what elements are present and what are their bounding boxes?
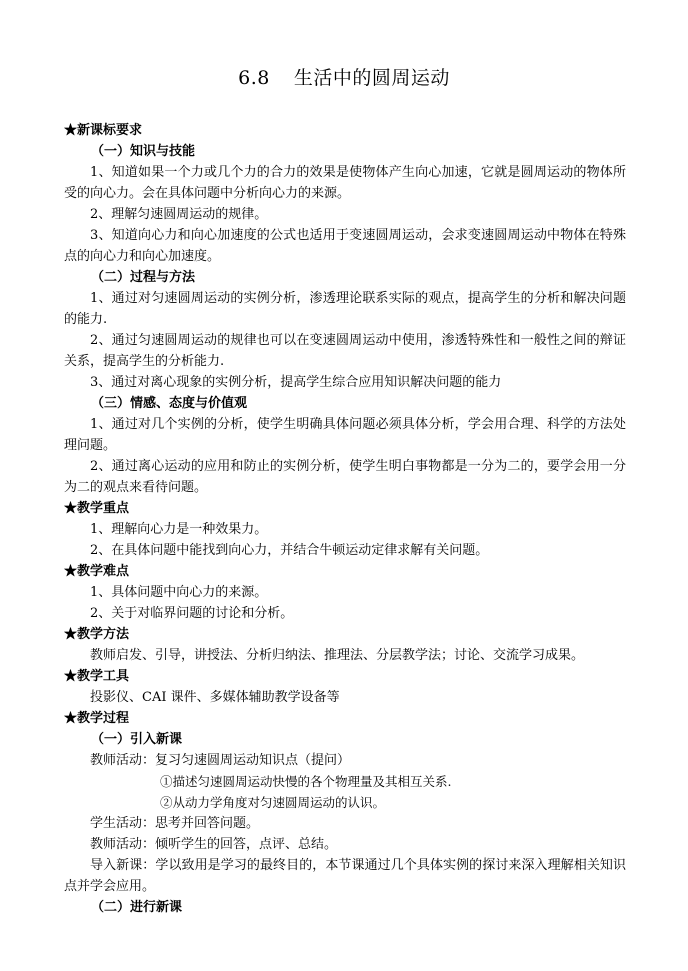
subheading-emotion: （三）情感、态度与价值观 <box>91 396 248 411</box>
focus-item-2: 2、在具体问题中能找到向心力，并结合牛顿运动定律求解有关问题。 <box>90 543 489 558</box>
teacher-activity-1: 教师活动：复习匀速圆周运动知识点（提问） <box>90 753 351 768</box>
heading-methods: ★教学方法 <box>64 627 130 642</box>
subheading-intro: （一）引入新课 <box>91 732 183 747</box>
knowledge-item-2: 2、理解匀速圆周运动的规律。 <box>90 207 268 222</box>
subheading-process: （二）过程与方法 <box>91 270 196 285</box>
process-item-1: 1、通过对匀速圆周运动的实例分析，渗透理论联系实际的观点，提高学生的分析和解决问题的能力. <box>64 291 626 327</box>
focus-item-1: 1、理解向心力是一种效果力。 <box>90 522 268 537</box>
knowledge-item-3: 3、知道向心力和向心加速度的公式也适用于变速圆周运动，会求变速圆周运动中物体在特殊点的向心力和向心加速度。 <box>64 228 626 264</box>
subheading-new-lesson: （二）进行新课 <box>91 900 183 915</box>
heading-requirements: ★新课标要求 <box>64 123 143 138</box>
sub-point-2: ②从动力学角度对匀速圆周运动的认识。 <box>160 795 386 810</box>
process-item-3: 3、通过对离心现象的实例分析，提高学生综合应用知识解决问题的能力 <box>90 375 502 390</box>
sub-point-1: ①描述匀速圆周运动快慢的各个物理量及其相互关系. <box>160 774 452 789</box>
heading-tools: ★教学工具 <box>64 669 130 684</box>
student-activity: 学生活动：思考并回答问题。 <box>90 816 260 831</box>
title-text: 生活中的圆周运动 <box>293 67 450 89</box>
section-number: 6.8 <box>238 67 270 89</box>
emotion-item-1: 1、通过对几个实例的分析，使学生明确具体问题必须具体分析，学会用合理、科学的方法处理问题。 <box>64 417 626 453</box>
document-body <box>64 120 626 918</box>
lead-in-text: 导入新课：学以致用是学习的最终目的，本节课通过几个具体实例的探讨来深入理解相关知识点并学会应用。 <box>64 858 626 894</box>
heading-focus: ★教学重点 <box>64 501 130 516</box>
knowledge-item-1: 1、知道如果一个力或几个力的合力的效果是使物体产生向心加速，它就是圆周运动的物体所受的向心力。会在具体问题中分析向心力的来源。 <box>64 165 626 201</box>
difficulty-item-1: 1、具体问题中向心力的来源。 <box>90 585 268 600</box>
subheading-knowledge: （一）知识与技能 <box>91 144 196 159</box>
heading-difficulty: ★教学难点 <box>64 564 130 579</box>
heading-procedure: ★教学过程 <box>64 711 130 726</box>
page-title <box>0 66 688 90</box>
teacher-activity-2: 教师活动：倾听学生的回答，点评、总结。 <box>90 837 338 852</box>
emotion-item-2: 2、通过离心运动的应用和防止的实例分析，使学生明白事物都是一分为二的，要学会用一分为二的观点来看待问题。 <box>64 459 626 495</box>
process-item-2: 2、通过匀速圆周运动的规律也可以在变速圆周运动中使用，渗透特殊性和一般性之间的辩证关系，提高学生的分析能力. <box>64 333 626 369</box>
methods-text: 教师启发、引导，讲授法、分析归纳法、推理法、分层教学法；讨论、交流学习成果。 <box>90 648 585 663</box>
tools-text: 投影仪、CAI 课件、多媒体辅助教学设备等 <box>90 690 340 705</box>
difficulty-item-2: 2、关于对临界问题的讨论和分析。 <box>90 606 294 621</box>
